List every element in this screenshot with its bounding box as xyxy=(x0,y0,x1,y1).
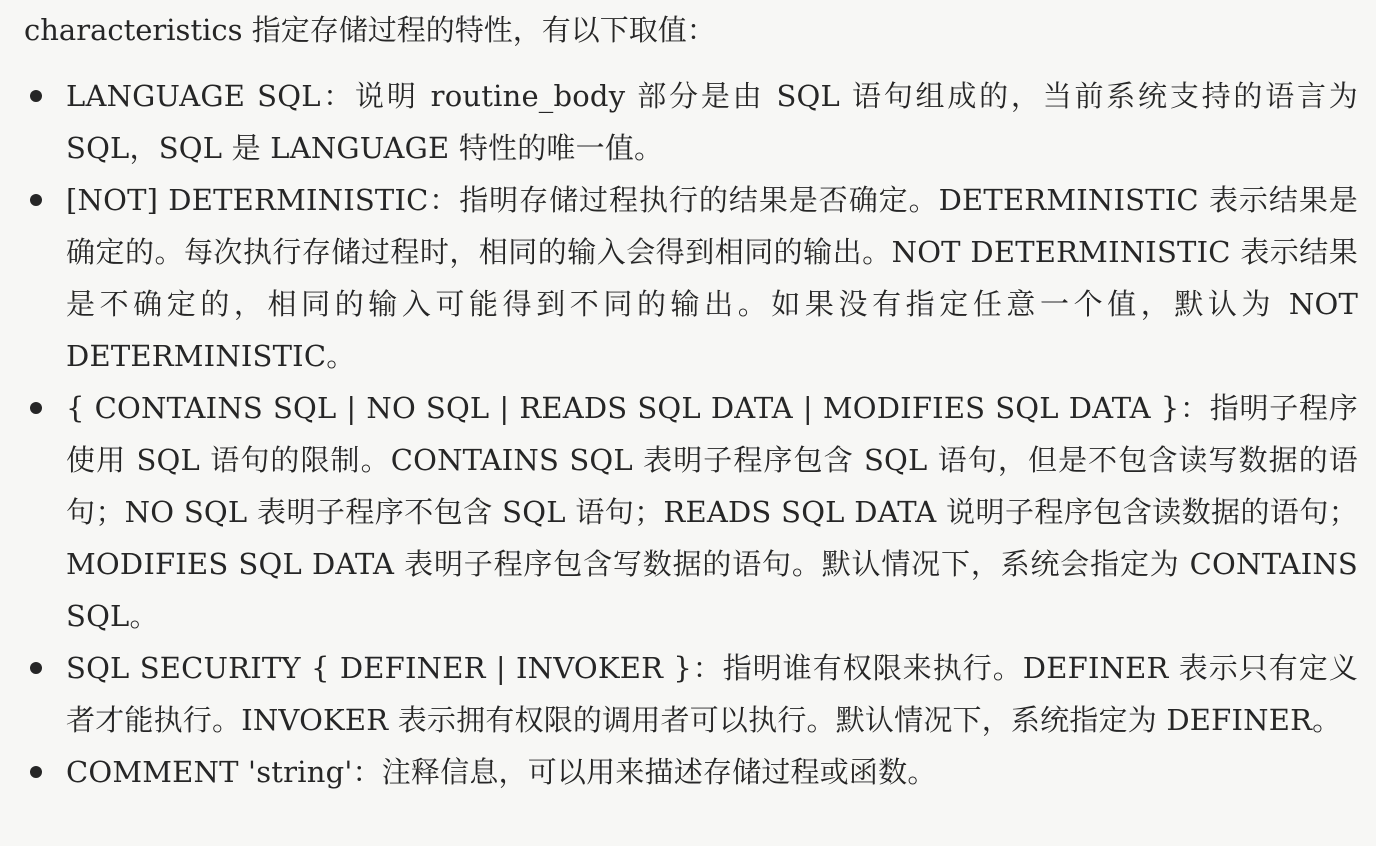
characteristics-list xyxy=(24,70,1358,798)
bullet-icon xyxy=(30,402,42,414)
list-item-language xyxy=(24,70,1358,174)
list-item-sql-data-access xyxy=(24,382,1358,642)
list-item-deterministic xyxy=(24,174,1358,382)
list-item-text: SQL SECURITY { DEFINER | INVOKER }：指明谁有权限来执行。DEFINER 表示只有定义者才能执行。INVOKER 表示拥有权限的调用者可以执行。默认情况下，系统指定为 DEFINER。 xyxy=(66,651,1358,737)
list-item-text: LANGUAGE SQL：说明 routine_body 部分是由 SQL 语句组成的，当前系统支持的语言为 SQL，SQL 是 LANGUAGE 特性的唯一值。 xyxy=(66,79,1358,165)
bullet-icon xyxy=(30,662,42,674)
list-item-text: COMMENT 'string'：注释信息，可以用来描述存储过程或函数。 xyxy=(66,755,937,789)
bullet-icon xyxy=(30,194,42,206)
intro-paragraph: characteristics 指定存储过程的特性，有以下取值： xyxy=(24,13,716,47)
bullet-icon xyxy=(30,90,42,102)
list-item-text: { CONTAINS SQL | NO SQL | READS SQL DATA | MODIFIES SQL DATA }：指明子程序使用 SQL 语句的限制。CONTAINS SQL 表明子程序包含 SQL 语句，但是不包含读写数据的语句；NO SQL 表明子程序不包含 SQL 语句；READS SQL DATA 说明子程序包含读数据的语句；MODIFIES SQL DATA 表明子程序包含写数据的语句。默认情况下，系统会指定为 CONTAINS SQL。 xyxy=(66,391,1358,633)
list-item-comment xyxy=(24,746,1358,798)
list-item-sql-security xyxy=(24,642,1358,746)
bullet-icon xyxy=(30,766,42,778)
list-item-text: [NOT] DETERMINISTIC：指明存储过程执行的结果是否确定。DETERMINISTIC 表示结果是确定的。每次执行存储过程时，相同的输入会得到相同的输出。NOT DETERMINISTIC 表示结果是不确定的，相同的输入可能得到不同的输出。如果没有指定任意一个值，默认为 NOT DETERMINISTIC。 xyxy=(66,183,1358,373)
